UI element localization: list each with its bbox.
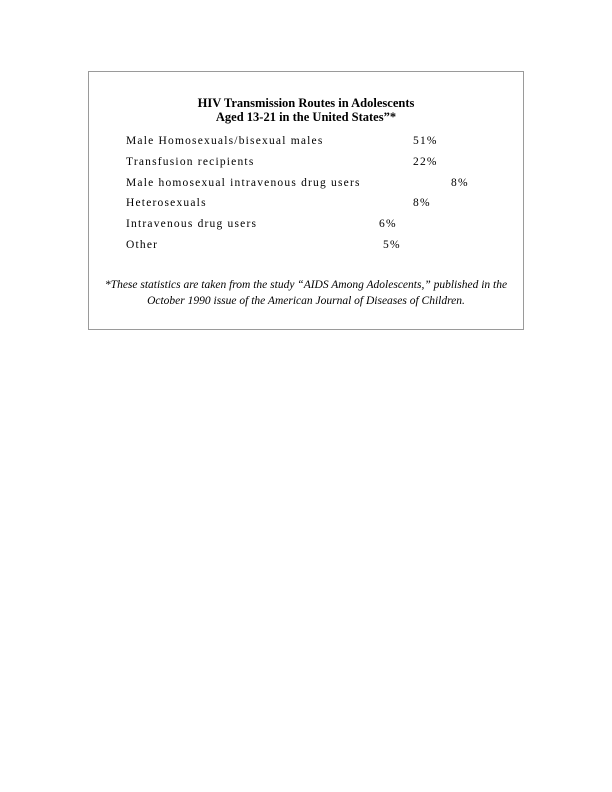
row-value-male-homosexual-iv: 8% — [451, 177, 469, 189]
row-label-heterosexuals: Heterosexuals — [126, 197, 207, 209]
row-value-other: 5% — [383, 239, 401, 251]
row-label-other: Other — [126, 239, 159, 251]
row-value-transfusion: 22% — [413, 156, 438, 168]
row-value-iv-drug-users: 6% — [379, 218, 397, 230]
row-value-male-homosexuals: 51% — [413, 135, 438, 147]
footnote-line-1: *These statistics are taken from the study “AIDS Among Adolescents,” published in the — [104, 279, 508, 291]
footnote-line-2: October 1990 issue of the American Journal of Diseases of Children. — [147, 295, 465, 307]
statistics-box — [88, 71, 524, 330]
row-label-transfusion: Transfusion recipients — [126, 156, 255, 168]
title-line-2: Aged 13-21 in the United States”* — [215, 110, 397, 124]
row-value-heterosexuals: 8% — [413, 197, 431, 209]
row-label-male-homosexuals: Male Homosexuals/bisexual males — [126, 135, 324, 147]
row-label-iv-drug-users: Intravenous drug users — [126, 218, 258, 230]
row-label-male-homosexual-iv: Male homosexual intravenous drug users — [126, 177, 361, 189]
title-line-1: HIV Transmission Routes in Adolescents — [197, 96, 415, 110]
